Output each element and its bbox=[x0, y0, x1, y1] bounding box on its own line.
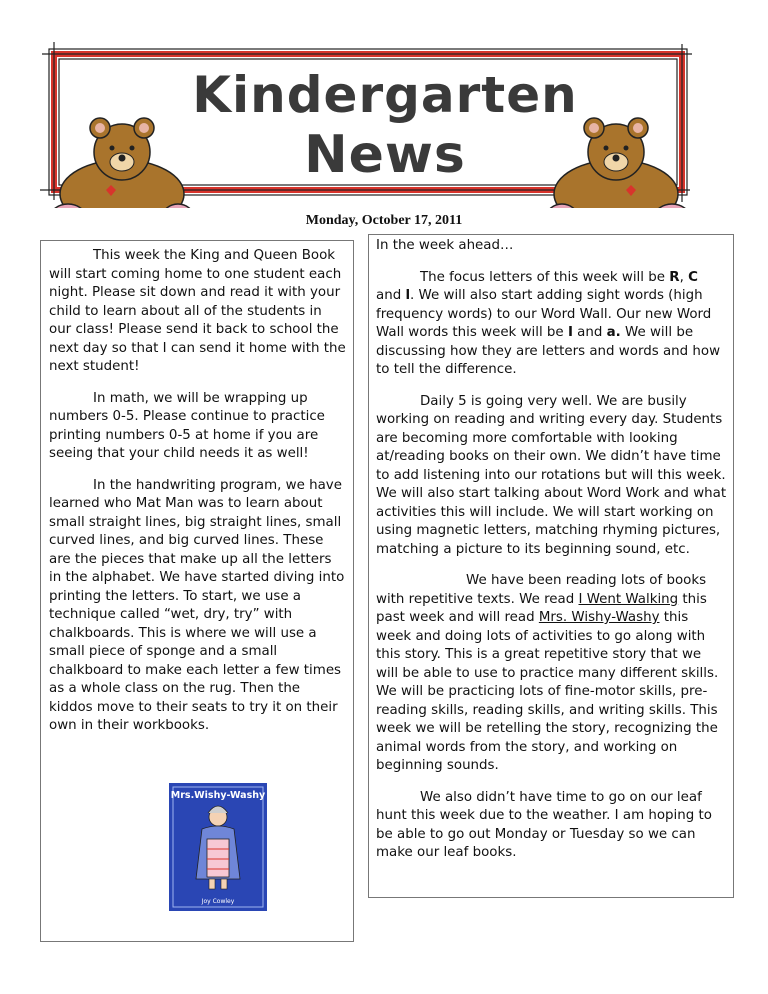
right-teddy-bear bbox=[546, 118, 690, 208]
week-ahead-heading: In the week ahead… bbox=[376, 238, 514, 253]
right-column bbox=[368, 234, 734, 898]
mrs-wishy-washy-book-cover bbox=[169, 783, 267, 911]
newsletter-date: Monday, October 17, 2011 bbox=[305, 213, 463, 228]
daily-5-paragraph: Daily 5 is going very well. We are busily working on reading and writing every day. Students are becoming more comfortable with looking at/reading books on their own. We didn’t have time to add listening into our rotations but will this week. We will also start talking about Word Work and what activities this will include. We will start working on using magnetic letters, matching rhyming pictures, matching a picture to its beginning sound, etc. bbox=[376, 393, 727, 557]
king-queen-book-paragraph: This week the King and Queen Book will start coming home to one student each night. Please sit down and read it with your child to learn about all of the students in our class! Please send it back to school the next day so that I can send it home with the next student! bbox=[49, 248, 346, 374]
focus-letters-paragraph: The focus letters of this week will be R, C and l. We will also start adding sight words (high frequency words) to our Word Wall. Our new Word Wall words this week will be I and a. We will be discussing how they are letters and words and how to tell the difference. bbox=[376, 269, 721, 377]
newsletter-title-line2: News bbox=[304, 125, 466, 185]
newsletter-title-line1: Kindergarten bbox=[192, 66, 578, 124]
book-author: Joy Cowley bbox=[201, 898, 235, 905]
left-teddy-bear bbox=[50, 118, 194, 208]
left-column bbox=[40, 240, 354, 942]
book-title-mrs-wishy-washy: Mrs. Wishy-Washy bbox=[538, 610, 660, 625]
book-title: Mrs.Wishy-Washy bbox=[170, 790, 266, 801]
leaf-hunt-paragraph: We also didn’t have time to go on our leaf hunt this week due to the weather. I am hoping to be able to go out Monday or Tuesday so we can make our leaf books. bbox=[376, 789, 712, 860]
newsletter-banner bbox=[40, 40, 730, 208]
repetitive-texts-paragraph: We have been reading lots of books with repetitive texts. We read I Went Walking this past week and will read Mrs. Wishy-Washy this week and doing lots of activities to go along with this story. This is a great repetitive story that we will be able to use to practice many different skills. We will be practicing lots of fine-motor skills, pre-reading skills, reading skills, and writing skills. This week we will be retelling the story, recognizing the animal words from the story, and working on beginning sounds. bbox=[376, 573, 719, 773]
book-title-i-went-walking: I Went Walking bbox=[578, 591, 679, 607]
handwriting-paragraph: In the handwriting program, we have learned who Mat Man was to learn about small straight lines, big straight lines, small curved lines, and big curved lines. These are the pieces that make up all the letters in the alphabet. We have started diving into printing the letters. To start, we use a technique called “wet, dry, try” with chalkboards. This is where we will use a small piece of sponge and a small chalkboard to make each letter a few times as a whole class on the rug. Then the kiddos move to their seats to try it on their own in their workbooks. bbox=[49, 477, 345, 733]
math-paragraph: In math, we will be wrapping up numbers 0-5. Please continue to practice printing numbers 0-5 at home if you are seeing that your child needs it as well! bbox=[49, 390, 325, 461]
